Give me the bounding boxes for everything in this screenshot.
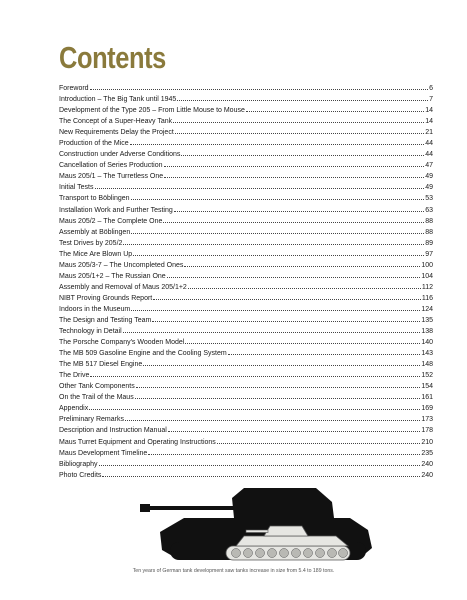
toc-entry-title: Maus 205/3-7 – The Uncompleted Ones xyxy=(59,261,184,269)
toc-entry-title: Maus 205/1+2 – The Russian One xyxy=(59,272,166,280)
toc-entry[interactable] xyxy=(59,181,433,192)
toc-entry-title: NIBT Proving Grounds Report xyxy=(59,294,153,302)
page-title: Contents xyxy=(59,40,166,75)
toc-entry[interactable] xyxy=(59,104,433,115)
toc-entry[interactable] xyxy=(59,314,433,325)
toc-entry-page-number: 53 xyxy=(425,195,433,203)
toc-entry[interactable] xyxy=(59,303,433,314)
toc-leader-dots xyxy=(131,226,424,234)
toc-entry-page-number: 240 xyxy=(421,460,433,468)
toc-entry-title: Bibliography xyxy=(59,460,98,468)
toc-entry[interactable] xyxy=(59,358,433,369)
toc-entry-title: Initial Tests xyxy=(59,184,94,192)
toc-entry[interactable] xyxy=(59,436,433,447)
toc-entry-title: Photo Credits xyxy=(59,471,102,479)
toc-entry[interactable] xyxy=(59,424,433,435)
toc-entry[interactable] xyxy=(59,159,433,170)
toc-entry-title: Maus Development Timeline xyxy=(59,449,148,457)
toc-leader-dots xyxy=(181,148,424,156)
toc-entry-title: New Requirements Delay the Project xyxy=(59,129,174,137)
toc-entry-page-number: 88 xyxy=(425,217,433,225)
toc-leader-dots xyxy=(131,303,420,311)
toc-entry[interactable] xyxy=(59,93,433,104)
toc-entry-page-number: 135 xyxy=(421,316,433,324)
toc-entry-page-number: 14 xyxy=(425,107,433,115)
figure-caption: Ten years of German tank development saw tanks increase in size from 5.4 to 189 tons. xyxy=(132,568,335,574)
table-of-contents xyxy=(59,82,433,480)
toc-entry[interactable] xyxy=(59,325,433,336)
toc-leader-dots xyxy=(167,270,421,278)
toc-entry-page-number: 49 xyxy=(425,173,433,181)
toc-entry[interactable] xyxy=(59,380,433,391)
toc-entry-page-number: 152 xyxy=(421,372,433,380)
toc-entry-page-number: 154 xyxy=(421,383,433,391)
toc-entry-page-number: 116 xyxy=(421,294,433,302)
toc-entry-title: Maus 205/1 – The Turretless One xyxy=(59,173,164,181)
toc-entry[interactable] xyxy=(59,347,433,358)
toc-entry[interactable] xyxy=(59,270,433,281)
toc-leader-dots xyxy=(89,402,420,410)
toc-entry-title: Installation Work and Further Testing xyxy=(59,206,173,214)
toc-leader-dots xyxy=(174,204,424,212)
toc-entry-title: The Design and Testing Team xyxy=(59,316,152,324)
toc-entry-page-number: 112 xyxy=(421,283,433,291)
toc-leader-dots xyxy=(185,336,420,344)
toc-entry-title: Maus Turret Equipment and Operating Instructions xyxy=(59,438,216,446)
toc-entry-title: Production of the Mice xyxy=(59,140,129,148)
toc-entry-page-number: 7 xyxy=(429,96,433,104)
toc-leader-dots xyxy=(153,292,421,300)
toc-entry-title: Development of the Type 205 – From Little Mouse to Mouse xyxy=(59,107,245,115)
toc-entry-title: Maus 205/2 – The Complete One xyxy=(59,217,163,225)
toc-entry-page-number: 49 xyxy=(425,184,433,192)
toc-entry[interactable] xyxy=(59,402,433,413)
toc-entry[interactable] xyxy=(59,137,433,148)
toc-entry-page-number: 89 xyxy=(425,239,433,247)
toc-entry[interactable] xyxy=(59,237,433,248)
toc-entry-page-number: 21 xyxy=(425,129,433,137)
toc-entry-title: The Mice Are Blown Up xyxy=(59,250,133,258)
toc-entry[interactable] xyxy=(59,82,433,93)
toc-leader-dots xyxy=(90,82,429,90)
toc-entry[interactable] xyxy=(59,281,433,292)
toc-entry-title: Construction under Adverse Conditions xyxy=(59,151,181,159)
toc-entry-page-number: 161 xyxy=(421,394,433,402)
toc-entry-title: Preliminary Remarks xyxy=(59,416,124,424)
toc-entry-title: Assembly at Böblingen xyxy=(59,228,131,236)
toc-entry[interactable] xyxy=(59,126,433,137)
toc-leader-dots xyxy=(131,192,425,200)
toc-entry-title: Test Drives by 205/2 xyxy=(59,239,123,247)
toc-leader-dots xyxy=(90,369,420,377)
toc-entry-title: Other Tank Components xyxy=(59,383,135,391)
toc-entry[interactable] xyxy=(59,204,433,215)
toc-entry-page-number: 143 xyxy=(421,350,433,358)
toc-leader-dots xyxy=(173,115,424,123)
toc-entry-title: Appendix xyxy=(59,405,89,413)
toc-entry[interactable] xyxy=(59,336,433,347)
toc-entry-page-number: 169 xyxy=(421,405,433,413)
toc-entry-page-number: 44 xyxy=(425,140,433,148)
toc-entry[interactable] xyxy=(59,369,433,380)
toc-entry-title: Assembly and Removal of Maus 205/1+2 xyxy=(59,283,187,291)
toc-entry-page-number: 6 xyxy=(429,85,433,92)
toc-entry-title: Indoors in the Museum xyxy=(59,305,131,313)
toc-leader-dots xyxy=(164,170,424,178)
toc-entry-page-number: 44 xyxy=(425,151,433,159)
toc-leader-dots xyxy=(148,447,420,455)
toc-entry[interactable] xyxy=(59,248,433,259)
toc-entry-title: The Drive xyxy=(59,372,90,380)
toc-entry[interactable] xyxy=(59,148,433,159)
toc-entry-title: Introduction – The Big Tank until 1945 xyxy=(59,96,177,104)
toc-entry-page-number: 47 xyxy=(425,162,433,170)
toc-entry-title: Technology in Detail xyxy=(59,328,122,336)
toc-leader-dots xyxy=(175,126,424,134)
toc-entry-title: The Concept of a Super-Heavy Tank xyxy=(59,118,173,126)
toc-entry-title: The MB 509 Gasoline Engine and the Cooling System xyxy=(59,350,227,358)
toc-entry-title: The MB 517 Diesel Engine xyxy=(59,361,143,369)
toc-leader-dots xyxy=(228,347,421,355)
toc-leader-dots xyxy=(184,259,420,267)
toc-entry-page-number: 235 xyxy=(421,449,433,457)
toc-leader-dots xyxy=(123,325,421,333)
toc-entry-page-number: 240 xyxy=(421,471,433,479)
toc-entry[interactable] xyxy=(59,458,433,469)
toc-entry[interactable] xyxy=(59,259,433,270)
toc-entry[interactable] xyxy=(59,215,433,226)
toc-entry-page-number: 173 xyxy=(421,416,433,424)
toc-entry-page-number: 140 xyxy=(421,339,433,347)
toc-leader-dots xyxy=(164,159,425,167)
toc-entry[interactable] xyxy=(59,391,433,402)
toc-entry[interactable] xyxy=(59,192,433,203)
toc-entry-title: On the Trail of the Maus xyxy=(59,394,134,402)
toc-leader-dots xyxy=(168,424,421,432)
toc-entry-title: Cancellation of Series Production xyxy=(59,162,163,170)
tank-silhouette-comparison-icon xyxy=(140,472,380,567)
toc-leader-dots xyxy=(152,314,420,322)
toc-entry[interactable] xyxy=(59,115,433,126)
toc-leader-dots xyxy=(217,436,421,444)
toc-leader-dots xyxy=(123,237,424,245)
toc-entry[interactable] xyxy=(59,226,433,237)
toc-entry[interactable] xyxy=(59,447,433,458)
toc-entry[interactable] xyxy=(59,292,433,303)
toc-entry-page-number: 63 xyxy=(425,206,433,214)
toc-leader-dots xyxy=(99,458,421,466)
toc-entry-page-number: 88 xyxy=(425,228,433,236)
toc-leader-dots xyxy=(125,413,420,421)
toc-entry-page-number: 210 xyxy=(421,438,433,446)
toc-entry[interactable] xyxy=(59,170,433,181)
toc-leader-dots xyxy=(143,358,420,366)
toc-entry-title: Description and Instruction Manual xyxy=(59,427,167,435)
toc-leader-dots xyxy=(135,391,421,399)
toc-entry[interactable] xyxy=(59,413,433,424)
toc-leader-dots xyxy=(246,104,424,112)
toc-leader-dots xyxy=(188,281,421,289)
toc-entry-page-number: 14 xyxy=(425,118,433,126)
toc-entry-title: Transport to Böblingen xyxy=(59,195,130,203)
toc-leader-dots xyxy=(133,248,424,256)
toc-entry-page-number: 100 xyxy=(421,261,433,269)
toc-leader-dots xyxy=(177,93,428,101)
toc-entry-page-number: 138 xyxy=(421,328,433,336)
toc-entry-title: Foreword xyxy=(59,85,89,92)
toc-leader-dots xyxy=(130,137,425,145)
toc-entry-page-number: 148 xyxy=(421,361,433,369)
toc-entry-title: The Porsche Company's Wooden Model xyxy=(59,339,185,347)
toc-leader-dots xyxy=(136,380,421,388)
toc-entry-page-number: 97 xyxy=(425,250,433,258)
toc-entry-page-number: 124 xyxy=(421,305,433,313)
toc-entry-page-number: 178 xyxy=(421,427,433,435)
toc-entry-page-number: 104 xyxy=(421,272,433,280)
toc-leader-dots xyxy=(163,215,424,223)
toc-leader-dots xyxy=(95,181,425,189)
